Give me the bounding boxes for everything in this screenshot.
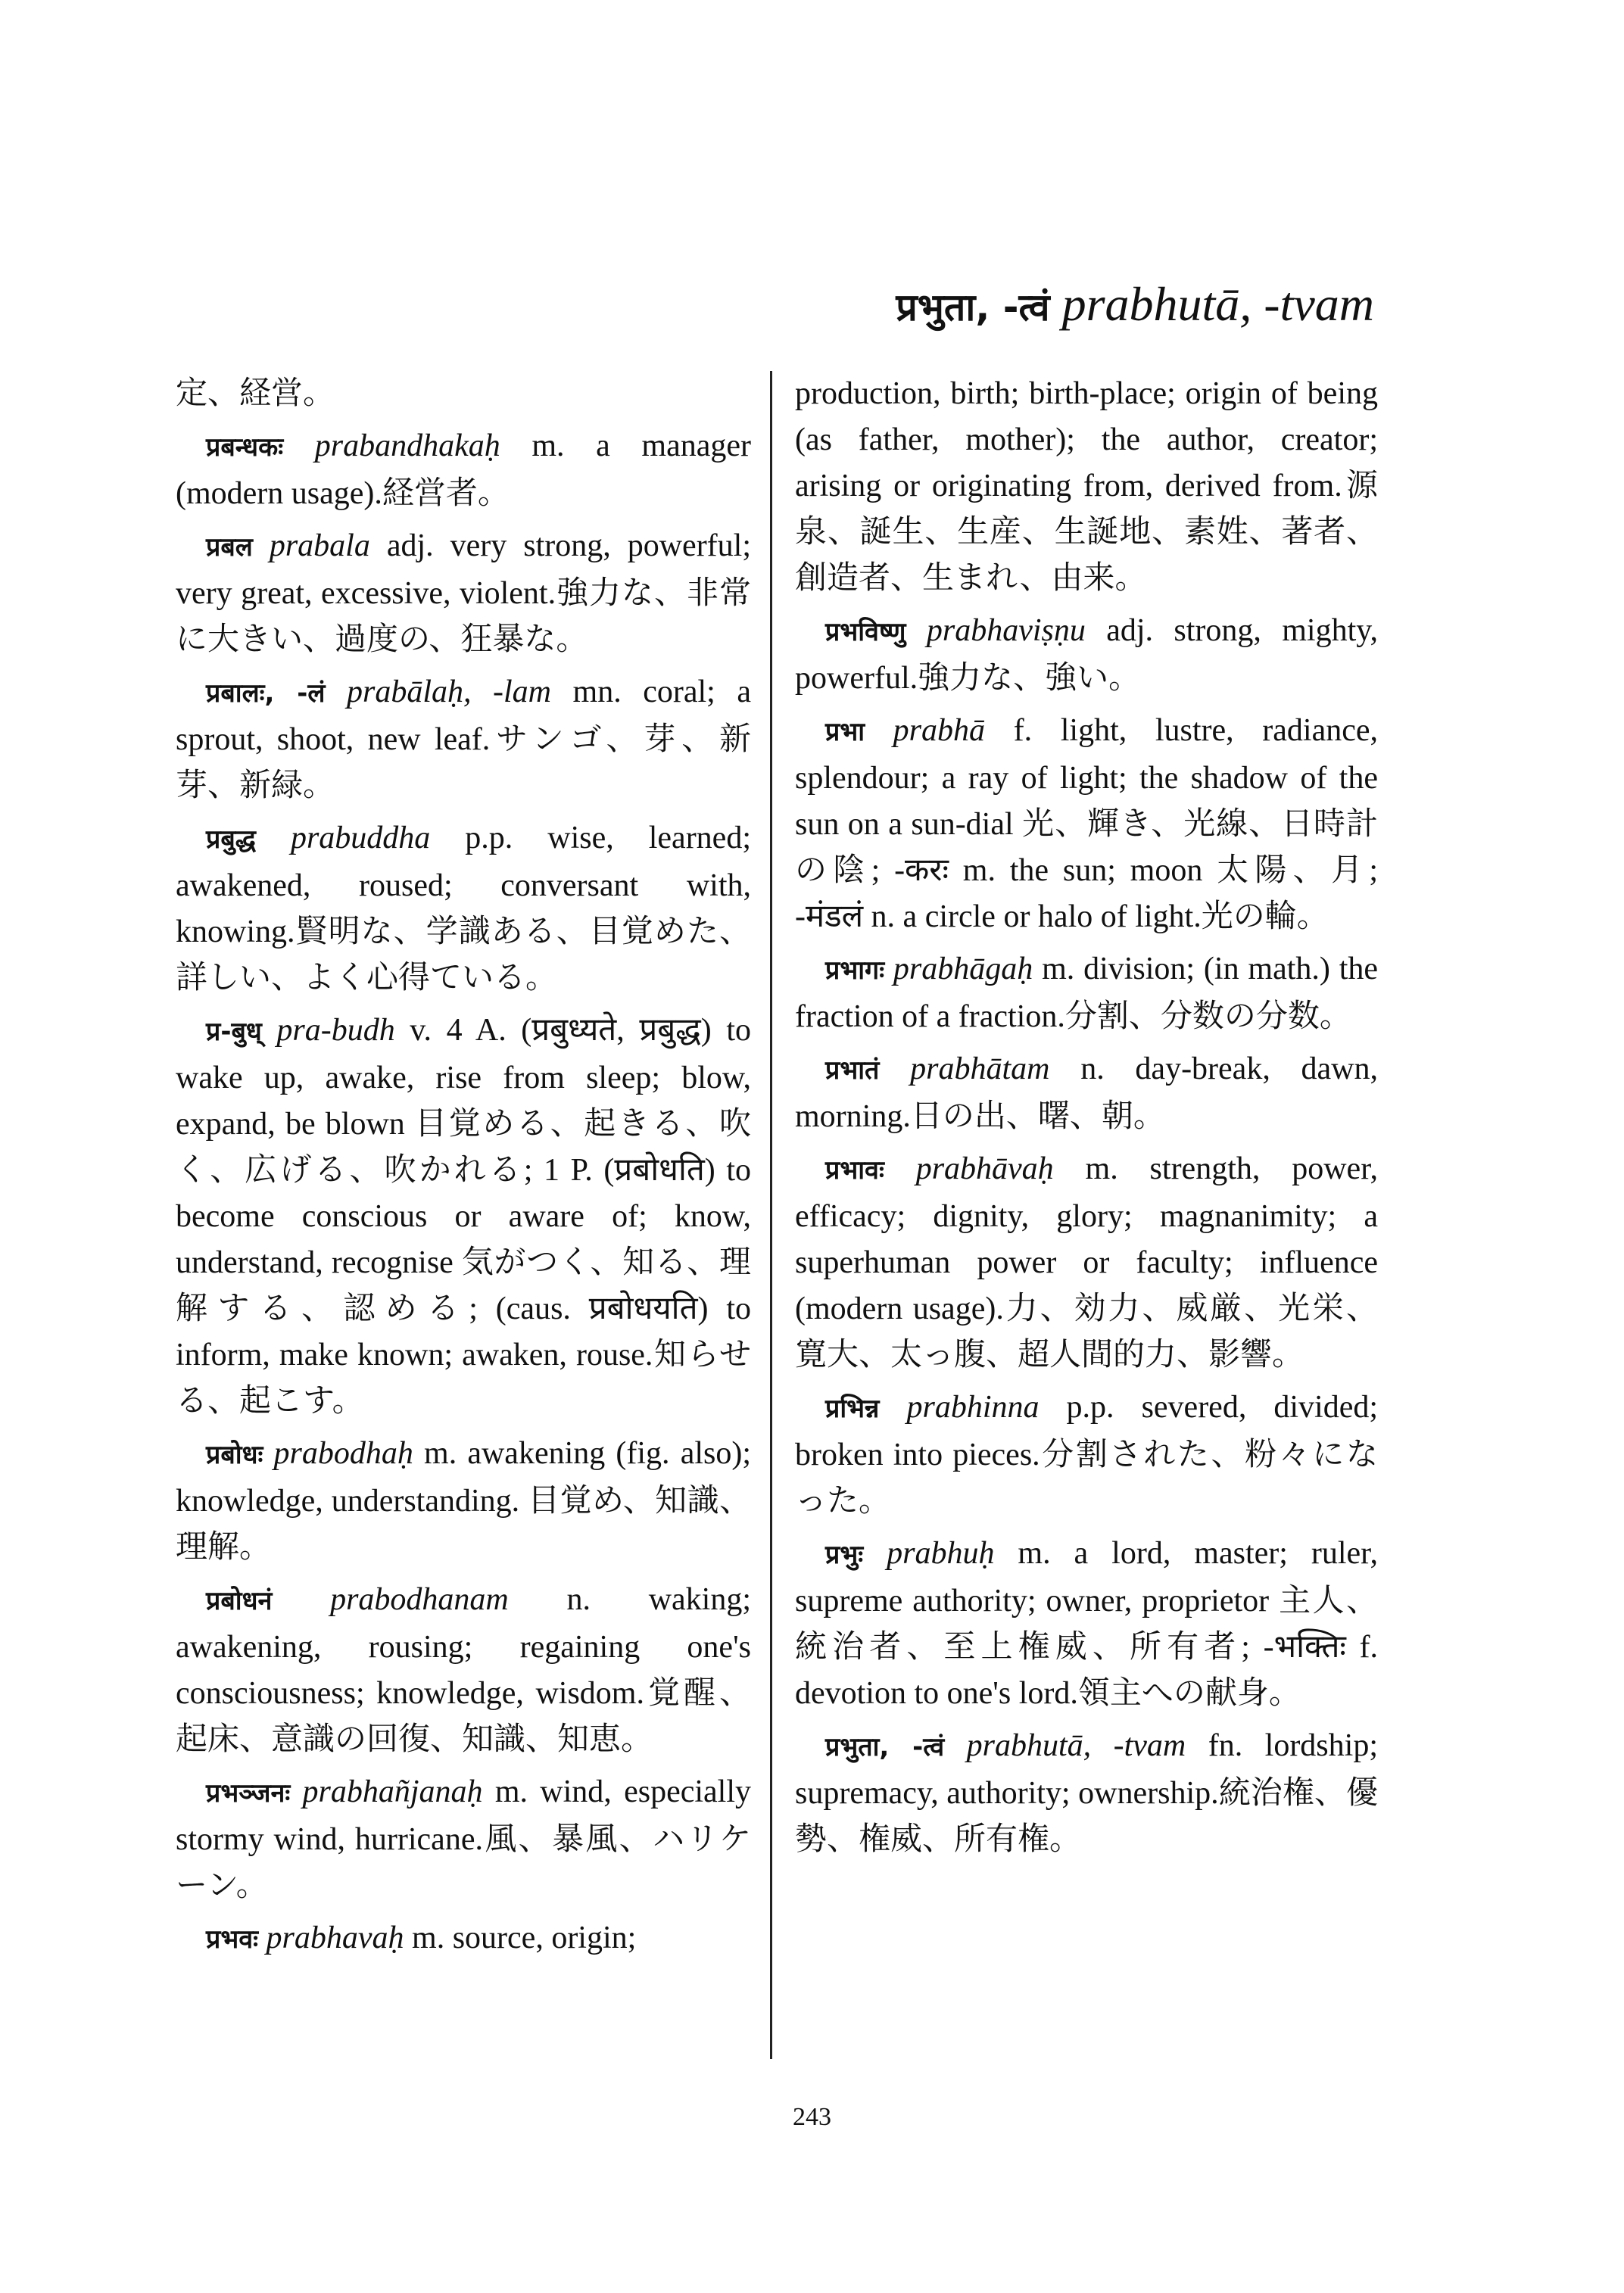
headword-transliteration: prabhañjanaḥ (302, 1774, 483, 1809)
headword-transliteration: prabhā (893, 713, 986, 748)
dictionary-entry (176, 815, 751, 1002)
headword-devanagari: प्रबोधनं (206, 1586, 273, 1616)
headword-transliteration: prabhāvaḥ (915, 1151, 1054, 1186)
definition: m. division; (in math.) the fraction of a fraction.分割、分数の分数。 (795, 952, 1379, 1034)
dictionary-entry (795, 1723, 1378, 1863)
headword-transliteration: prabhuḥ (887, 1536, 995, 1571)
headword-devanagari: प्रबालः, -लं (206, 678, 326, 709)
dictionary-entry (176, 1915, 751, 1963)
dictionary-entry (176, 423, 751, 517)
page-number: 243 (793, 2103, 831, 2131)
headword-transliteration: pra-budh (276, 1013, 395, 1048)
headword-devanagari: प्रभविष्णु (825, 617, 906, 647)
definition: m. a manager (modern usage).経営者。 (176, 428, 752, 511)
headword-transliteration: prabuddha (290, 821, 431, 855)
headword-devanagari: प्रभुता, -त्वं (825, 1732, 945, 1762)
definition: v. 4 A. (प्रबुध्यते, प्रबुद्ध) to wake up, awake, rise from sleep; blow, expand, be blown 目覚める、起きる、吹く、広げる、吹かれる; 1 P. (प्रबोधति) to become conscious or aware of; know, understand, recognise 気がつく、知る、理解する、認める; (caus. प्रबोधयति) to inform, make known; awaken, rouse.知らせる、起こす。 (176, 1013, 751, 1419)
dictionary-entry (795, 608, 1378, 702)
headword-transliteration: prabandhakaḥ (314, 428, 500, 463)
definition: p.p. severed, divided; broken into pieces.分割された、粉々になった。 (795, 1390, 1379, 1519)
dictionary-entry (176, 1769, 751, 1909)
definition: m. strength, power, efficacy; dignity, glory; magnanimity; a superhuman power or faculty; influence (modern usage).力、効力、威厳、光栄、寛大、太っ腹、超人間的力、影響。 (795, 1151, 1378, 1372)
headword-devanagari: प्रबुद्ध (206, 824, 256, 855)
left-column (176, 371, 751, 1969)
headword-devanagari: प्रभवः (206, 1924, 259, 1955)
headword-transliteration: prabodhanam (330, 1582, 509, 1617)
header-devanagari: प्रभुता, -त्वं (896, 285, 1050, 329)
dictionary-entry (795, 946, 1378, 1040)
headword-devanagari: प्रभिन्न (825, 1394, 880, 1424)
headword-transliteration: prabhaviṣṇu (926, 613, 1086, 648)
headword-transliteration: prabālaḥ, -lam (346, 675, 551, 709)
definition: p.p. wise, learned; awakened, roused; conversant with, knowing.賢明な、学識ある、目覚めた、詳しい、よく心得ている。 (176, 821, 751, 995)
headword-devanagari: प्रबोधः (206, 1440, 263, 1470)
headword-transliteration: prabodhaḥ (273, 1436, 413, 1471)
headword-transliteration: prabhātam (910, 1051, 1050, 1086)
header-transliteration: prabhutā, -tvam (1061, 277, 1374, 331)
headword-devanagari: प्र-बुध् (206, 1017, 262, 1047)
definition: m. source, origin; (404, 1921, 637, 1955)
dictionary-entry (795, 1531, 1378, 1717)
definition: m. a lord, master; ruler, supreme authority; owner, proprietor 主人、統治者、至上権威、所有者; -भक्तिः f. devotion to one's lord.領主への献身。 (795, 1536, 1378, 1711)
dictionary-entry (795, 1046, 1378, 1140)
headword-devanagari: प्रबन्धकः (206, 432, 284, 463)
dictionary-entry (176, 1577, 751, 1763)
dictionary-entry (795, 708, 1378, 940)
definition: fn. lordship; supremacy, authority; ownership.統治権、優勢、権威、所有権。 (795, 1728, 1378, 1857)
definition: adj. strong, mighty, powerful.強力な、強い。 (795, 613, 1379, 696)
definition: mn. coral; a sprout, shoot, new leaf.サンゴ、芽、新芽、新緑。 (176, 675, 752, 803)
column-divider (770, 371, 772, 2059)
headword-devanagari: प्रबल (206, 532, 253, 562)
definition: n. day-break, dawn, morning.日の出、曙、朝。 (795, 1051, 1379, 1134)
dictionary-entry (795, 1146, 1378, 1379)
definition: adj. very strong, powerful; very great, excessive, violent.強力な、非常に大きい、過度の、狂暴な。 (176, 528, 751, 657)
headword-transliteration: prabhavaḥ (266, 1921, 404, 1955)
definition: m. wind, especially stormy wind, hurricane.風、暴風、ハリケーン。 (176, 1774, 751, 1903)
headword-devanagari: प्रभुः (825, 1540, 864, 1570)
headword-devanagari: प्रभातं (825, 1055, 880, 1086)
dictionary-entry (176, 1431, 751, 1571)
entry-continuation: 定、経営。 (176, 376, 335, 411)
dictionary-entry (176, 669, 751, 809)
headword-devanagari: प्रभावः (825, 1155, 884, 1185)
headword-transliteration: prabala (269, 528, 370, 563)
headword-devanagari: प्रभागः (825, 955, 885, 986)
definition: m. awakening (fig. also); knowledge, understanding. 目覚め、知識、理解。 (176, 1436, 752, 1565)
dictionary-entry (176, 523, 751, 663)
headword-transliteration: prabhutā, -tvam (966, 1728, 1186, 1763)
headword-transliteration: prabhāgaḥ (893, 952, 1033, 986)
running-header (896, 277, 1374, 331)
definition: n. waking; awakening, rousing; regaining one's consciousness; knowledge, wisdom.覚醒、起床、意識の回復、知識、知恵。 (176, 1582, 752, 1757)
entry-continuation: production, birth; birth-place; origin of being (as father, mother); the author, creator; arising or originating from, derived from.源泉、誕生、生産、生誕地、素姓、著者、創造者、生まれ、由来。 (795, 376, 1378, 596)
dictionary-entry (795, 1385, 1378, 1525)
headword-devanagari: प्रभञ्जनः (206, 1778, 291, 1809)
dictionary-entry (176, 1008, 751, 1425)
headword-transliteration: prabhinna (906, 1390, 1040, 1425)
right-column (795, 371, 1378, 1869)
headword-devanagari: प्रभा (825, 717, 865, 747)
definition: f. light, lustre, radiance, splendour; a ray of light; the shadow of the sun on a sun-dial 光、輝き、光線、日時計の陰; -करः m. the sun; moon 太陽、月; -मंडलं n. a circle or halo of light.光の輪。 (795, 713, 1378, 934)
